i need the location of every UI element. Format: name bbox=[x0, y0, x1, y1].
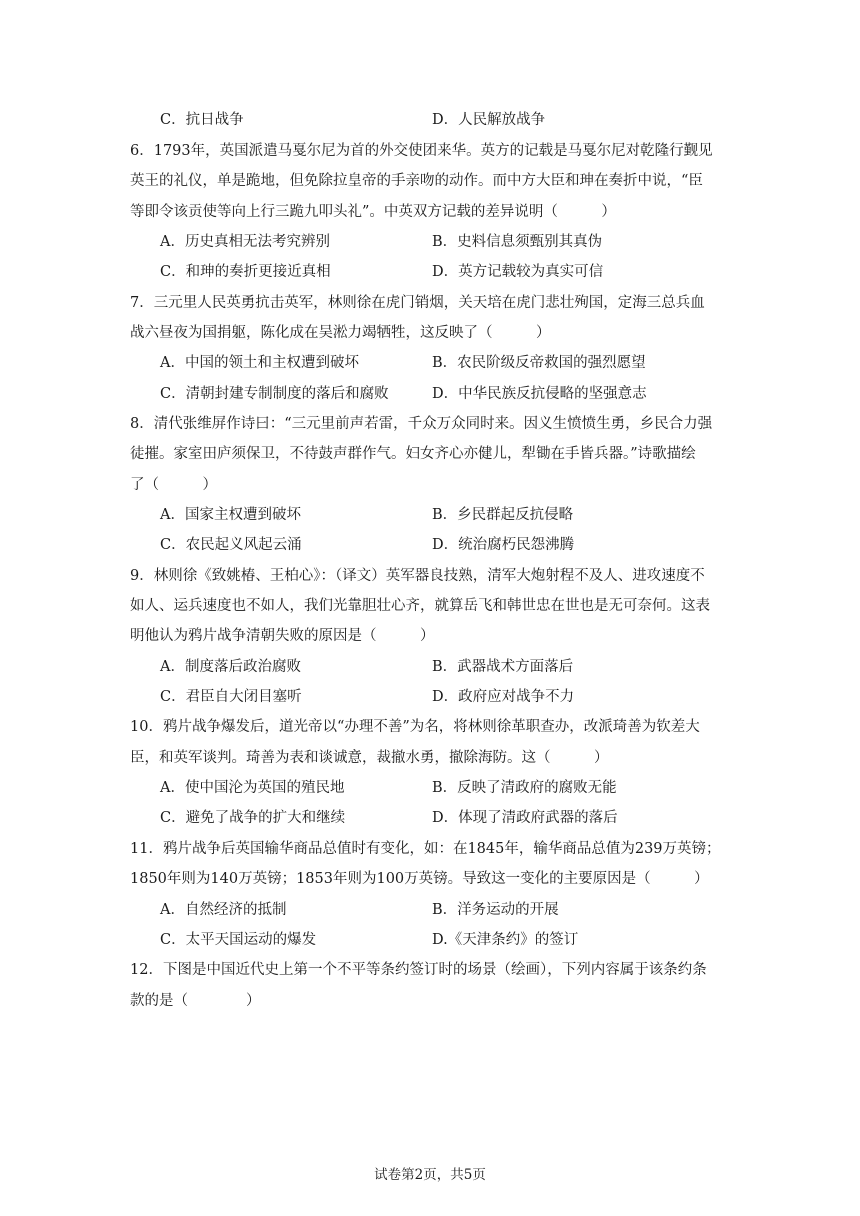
q9-option-d: D．政府应对战争不力 bbox=[432, 689, 575, 705]
q6-stem-line-1: 6．1793年，英国派遣马戛尔尼为首的外交使团来华。英方的记载是马戛尔尼对乾隆行觐见 bbox=[130, 143, 713, 159]
q10-option-a: A．使中国沦为英国的殖民地 bbox=[160, 780, 345, 796]
q11-option-d: D.《天津条约》的签订 bbox=[432, 932, 579, 948]
q6-option-c: C．和珅的奏折更接近真相 bbox=[160, 264, 331, 280]
q11-stem-line-2: 1850年则为140万英镑；1853年则为100万英镑。导致这一变化的主要原因是（ ） bbox=[130, 871, 709, 887]
q12-stem-line-2: 款的是（ ） bbox=[130, 993, 261, 1009]
q9-stem-line-1: 9．林则徐《致姚椿、王柏心》：（译文）英军器良技熟，清军大炮射程不及人、进攻速度不 bbox=[130, 568, 705, 584]
q7-option-a: A．中国的领土和主权遭到破坏 bbox=[160, 355, 359, 371]
q7-option-c: C．清朝封建专制制度的落后和腐败 bbox=[160, 386, 389, 402]
q9-stem-line-2: 如人、运兵速度也不如人，我们光靠胆壮心齐，就算岳飞和韩世忠在世也是无可奈何。这表 bbox=[130, 598, 710, 614]
q10-option-d: D．体现了清政府武器的落后 bbox=[432, 810, 618, 826]
q8-option-a: A．国家主权遭到破坏 bbox=[160, 507, 301, 523]
q6-option-a: A．历史真相无法考究辨别 bbox=[160, 234, 330, 250]
q6-stem-line-2: 英王的礼仪，单是跪地，但免除拉皇帝的手亲吻的动作。而中方大臣和珅在奏折中说，“臣 bbox=[130, 173, 703, 189]
q9-option-c: C．君臣自大闭目塞听 bbox=[160, 689, 302, 705]
q10-option-c: C．避免了战争的扩大和继续 bbox=[160, 810, 346, 826]
q5-option-d: D．人民解放战争 bbox=[432, 112, 546, 128]
q8-option-b: B．乡民群起反抗侵略 bbox=[432, 507, 574, 523]
q11-option-a: A．自然经济的抵制 bbox=[160, 902, 287, 918]
q7-stem-line-1: 7．三元里人民英勇抗击英军，林则徐在虎门销烟，关天培在虎门悲壮殉国，定海三总兵血 bbox=[130, 295, 705, 311]
q8-stem-line-2: 徒摧。家室田庐须保卫，不待鼓声群作气。妇女齐心亦健儿，犁锄在手皆兵器。”诗歌描绘 bbox=[130, 446, 696, 462]
q6-option-b: B．史料信息须甄别其真伪 bbox=[432, 234, 603, 250]
q6-option-d: D．英方记载较为真实可信 bbox=[432, 264, 604, 280]
q8-stem-line-3: 了（ ） bbox=[130, 477, 217, 493]
q8-option-c: C．农民起义风起云涌 bbox=[160, 537, 302, 553]
q11-option-b: B．洋务运动的开展 bbox=[432, 902, 559, 918]
q10-stem-line-2: 臣，和英军谈判。琦善为表和谈诚意，裁撤水勇，撤除海防。这（ ） bbox=[130, 750, 609, 766]
q12-stem-line-1: 12．下图是中国近代史上第一个不平等条约签订时的场景（绘画），下列内容属于该条约条 bbox=[130, 962, 707, 978]
q7-stem-line-2: 战六昼夜为国捐躯，陈化成在吴淞力竭牺牲，这反映了（ ） bbox=[130, 325, 551, 341]
q7-option-b: B．农民阶级反帝救国的强烈愿望 bbox=[432, 355, 646, 371]
q10-option-b: B．反映了清政府的腐败无能 bbox=[432, 780, 617, 796]
page-footer: 试卷第2页，共5页 bbox=[374, 1167, 486, 1183]
q8-stem-line-1: 8．清代张维屏作诗曰：“三元里前声若雷，千众万众同时来。因义生愤愤生勇，乡民合力强 bbox=[130, 416, 713, 432]
q8-option-d: D．统治腐朽民怨沸腾 bbox=[432, 537, 575, 553]
q9-option-a: A．制度落后政治腐败 bbox=[160, 659, 301, 675]
q5-option-c: C．抗日战争 bbox=[160, 112, 244, 128]
q6-stem-line-3: 等即令该贡使等向上行三跪九叩头礼”。中英双方记载的差异说明（ ） bbox=[130, 204, 616, 220]
q11-option-c: C．太平天国运动的爆发 bbox=[160, 932, 317, 948]
q10-stem-line-1: 10．鸦片战争爆发后，道光帝以“办理不善”为名，将林则徐革职查办，改派琦善为钦差大 bbox=[130, 719, 700, 735]
q9-stem-line-3: 明他认为鸦片战争清朝失败的原因是（ ） bbox=[130, 628, 435, 644]
q11-stem-line-1: 11．鸦片战争后英国输华商品总值时有变化，如：在1845年，输华商品总值为239万英镑； bbox=[130, 841, 721, 857]
q7-option-d: D．中华民族反抗侵略的坚强意志 bbox=[432, 386, 647, 402]
q9-option-b: B．武器战术方面落后 bbox=[432, 659, 574, 675]
